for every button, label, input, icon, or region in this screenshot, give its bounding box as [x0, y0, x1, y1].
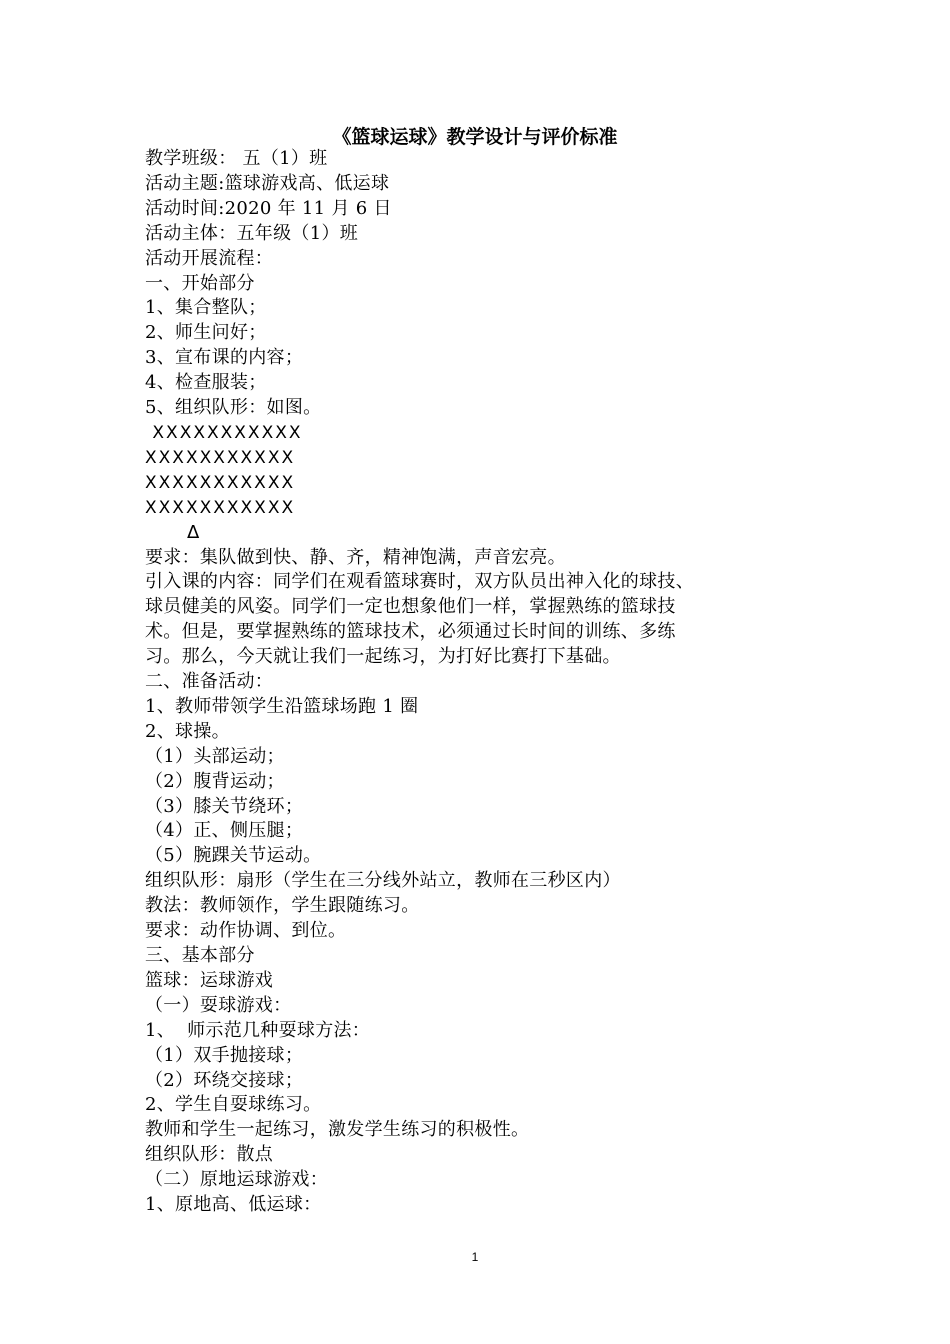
formation-row: XXXXXXXXXXX	[145, 447, 296, 468]
intro-line: 术。但是，要掌握熟练的篮球技术，必须通过长时间的训练、多练	[145, 621, 676, 643]
game1-note: 教师和学生一起练习，激发学生练习的积极性。	[145, 1119, 530, 1141]
game1-heading: （一）耍球游戏：	[145, 994, 292, 1016]
class-line: 教学班级： 五（1）班	[145, 148, 328, 169]
part1-step: 1、集合整队；	[145, 297, 267, 319]
document-title: 《篮球运球》教学设计与评价标准	[332, 126, 618, 148]
game1-method: （1）双手抛接球；	[145, 1044, 304, 1066]
formation-row: XXXXXXXXXXX	[145, 497, 296, 518]
part1-step: 4、检查服装；	[145, 372, 267, 394]
exercise-item: （4）正、侧压腿；	[145, 820, 304, 842]
exercise-item: （1）头部运动；	[145, 745, 285, 767]
intro-paragraph	[145, 570, 825, 670]
part1-step: 3、宣布课的内容；	[145, 347, 304, 369]
part3-heading: 三、基本部分	[145, 945, 255, 966]
intro-line: 球员健美的风姿。同学们一定也想象他们一样，掌握熟练的篮球技	[145, 596, 676, 618]
part1-step: 2、师生问好；	[145, 322, 267, 344]
theme-line: 活动主题:篮球游戏高、低运球	[145, 172, 390, 194]
part2-method: 教法：教师领作，学生跟随练习。	[145, 895, 420, 917]
exercise-item: （5）腕踝关节运动。	[145, 845, 322, 867]
exercise-item: （3）膝关节绕环；	[145, 795, 304, 817]
formation-row: XXXXXXXXXXX	[145, 422, 303, 443]
intro-line: 引入课的内容：同学们在观看篮球赛时，双方队员出神入化的球技、	[145, 571, 694, 593]
game2-step: 1、原地高、低运球：	[145, 1194, 322, 1216]
part2-step: 1、教师带领学生沿篮球场跑 1 圈	[145, 695, 419, 717]
part3-topic: 篮球：运球游戏	[145, 969, 274, 991]
part2-formation: 组织队形：扇形（学生在三分线外站立，教师在三秒区内）	[145, 870, 621, 892]
part2-step: 2、球操。	[145, 720, 230, 742]
page-number: 1	[471, 1250, 479, 1264]
exercise-item: （2）腹背运动；	[145, 770, 285, 792]
formation-row: XXXXXXXXXXX	[145, 472, 296, 493]
part1-heading: 一、开始部分	[145, 272, 255, 294]
game1-step: 2、学生自耍球练习。	[145, 1094, 322, 1116]
game2-heading: （二）原地运球游戏：	[145, 1169, 328, 1191]
flow-line: 活动开展流程：	[145, 247, 274, 269]
time-line: 活动时间:2020 年 11 月 6 日	[145, 197, 392, 219]
game1-method: （2）环绕交接球；	[145, 1069, 304, 1091]
teacher-position-mark: Δ	[187, 521, 200, 543]
part2-heading: 二、准备活动：	[145, 671, 274, 693]
game1-step: 1、 师示范几种耍球方法：	[145, 1019, 371, 1041]
subject-line: 活动主体：五年级（1）班	[145, 222, 359, 244]
part1-step: 5、组织队形：如图。	[145, 397, 322, 419]
part1-requirement: 要求：集队做到快、静、齐，精神饱满，声音宏亮。	[145, 546, 566, 568]
part2-requirement: 要求：动作协调、到位。	[145, 920, 347, 942]
document-body	[145, 147, 825, 1218]
intro-line: 习。那么，今天就让我们一起练习，为打好比赛打下基础。	[145, 646, 621, 668]
game1-formation: 组织队形：散点	[145, 1144, 274, 1166]
